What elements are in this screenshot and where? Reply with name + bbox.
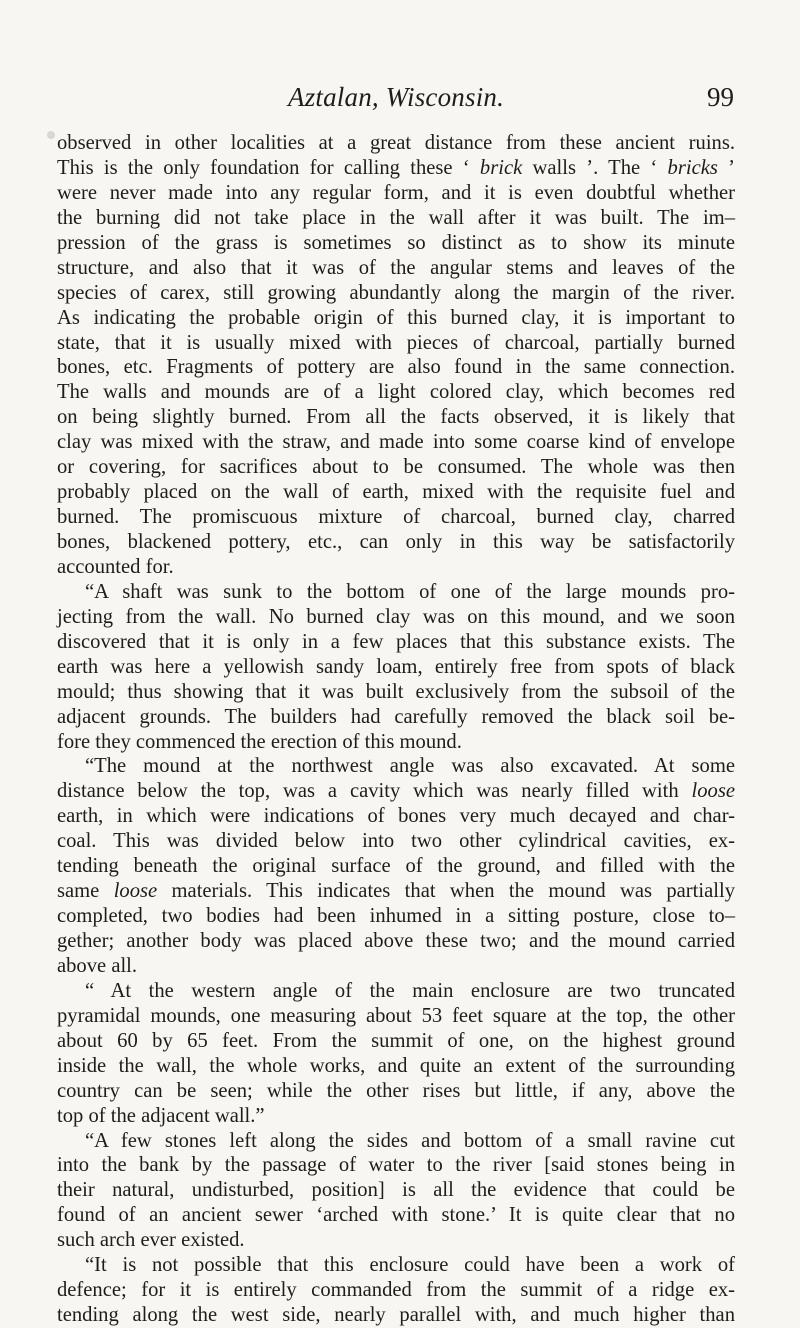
- body-text: [57, 131, 735, 1328]
- text-line: their natural, undisturbed, position] is all the evidence that could be: [57, 1179, 735, 1202]
- text-line: adjacent grounds. The builders had carefully removed the black soil be-: [57, 705, 735, 728]
- text-line: or covering, for sacrifices about to be consumed. The whole was then: [57, 456, 735, 479]
- text-line: species of carex, still growing abundantly along the margin of the river.: [57, 281, 735, 304]
- text-line: top of the adjacent wall.”: [57, 1104, 265, 1127]
- text-line: state, that it is usually mixed with pieces of charcoal, partially burned: [57, 331, 735, 354]
- text-line: were never made into any regular form, and it is even doubtful whether: [57, 181, 735, 204]
- text-line: pression of the grass is sometimes so distinct as to show its minute: [57, 231, 735, 254]
- text-line: As indicating the probable origin of this burned clay, it is important to: [57, 306, 735, 329]
- page-header: [58, 82, 734, 122]
- page-number: 99: [707, 82, 734, 112]
- text-line: “A shaft was sunk to the bottom of one of the large mounds pro-: [85, 580, 735, 603]
- text-line: coal. This was divided below into two other cylindrical cavities, ex-: [57, 830, 735, 853]
- text-line: accounted for.: [57, 555, 174, 578]
- text-line: such arch ever existed.: [57, 1229, 245, 1252]
- text-line: mould; thus showing that it was built exclusively from the subsoil of the: [57, 680, 735, 703]
- text-line: jecting from the wall. No burned clay was on this mound, and we soon: [57, 605, 735, 628]
- text-line: into the bank by the passage of water to the river [said stones being in: [57, 1154, 735, 1177]
- text-line: same loose materials. This indicates that when the mound was partially: [57, 880, 735, 903]
- text-line: fore they commenced the erection of this mound.: [57, 730, 462, 753]
- text-line: probably placed on the wall of earth, mixed with the requisite fuel and: [57, 481, 735, 504]
- text-line: clay was mixed with the straw, and made into some coarse kind of envelope: [57, 431, 735, 454]
- text-line: on being slightly burned. From all the facts observed, it is likely that: [57, 406, 735, 429]
- text-line: tending beneath the original surface of the ground, and filled with the: [57, 855, 735, 878]
- text-line: about 60 by 65 feet. From the summit of one, on the highest ground: [57, 1029, 735, 1052]
- text-line: “A few stones left along the sides and bottom of a small ravine cut: [85, 1129, 735, 1152]
- text-line: earth was here a yellowish sandy loam, entirely free from spots of black: [57, 655, 735, 678]
- text-line: the burning did not take place in the wall after it was built. The im–: [57, 206, 735, 229]
- text-line: discovered that it is only in a few places that this substance exists. The: [57, 630, 735, 653]
- text-line: distance below the top, was a cavity which was nearly filled with loose: [57, 780, 735, 803]
- text-line: earth, in which were indications of bones very much decayed and char-: [57, 805, 735, 828]
- text-line: inside the wall, the whole works, and quite an extent of the surrounding: [57, 1054, 735, 1077]
- text-line: gether; another body was placed above these two; and the mound carried: [57, 930, 735, 952]
- text-line: The walls and mounds are of a light colored clay, which becomes red: [57, 381, 735, 404]
- text-line: This is the only foundation for calling these ‘ brick walls ’. The ‘ bricks ’: [57, 156, 735, 179]
- text-line: defence; for it is entirely commanded from the summit of a ridge ex-: [57, 1279, 735, 1302]
- text-line: bones, etc. Fragments of pottery are also found in the same connection.: [57, 356, 735, 379]
- text-line: country can be seen; while the other rises but little, if any, above the: [57, 1079, 735, 1102]
- text-line: found of an ancient sewer ‘arched with stone.’ It is quite clear that no: [57, 1204, 735, 1227]
- text-line: above all.: [57, 954, 138, 977]
- text-line: burned. The promiscuous mixture of charcoal, burned clay, charred: [57, 506, 735, 529]
- text-line: “ At the western angle of the main enclosure are two truncated: [85, 979, 735, 1002]
- text-line: structure, and also that it was of the angular stems and leaves of the: [57, 256, 735, 279]
- text-line: pyramidal mounds, one measuring about 53 feet square at the top, the other: [57, 1004, 735, 1027]
- text-line: completed, two bodies had been inhumed in a sitting posture, close to–: [57, 905, 735, 928]
- text-line: “It is not possible that this enclosure could have been a work of: [85, 1254, 735, 1277]
- text-line: “The mound at the northwest angle was also excavated. At some: [85, 755, 735, 778]
- paper-blemish: [47, 131, 55, 139]
- text-line: observed in other localities at a great distance from these ancient ruins.: [57, 132, 735, 154]
- running-title: Aztalan, Wisconsin.: [288, 82, 505, 112]
- text-line: tending along the west side, nearly parallel with, and much higher than: [57, 1304, 735, 1327]
- text-line: bones, blackened pottery, etc., can only in this way be satisfactorily: [57, 531, 735, 553]
